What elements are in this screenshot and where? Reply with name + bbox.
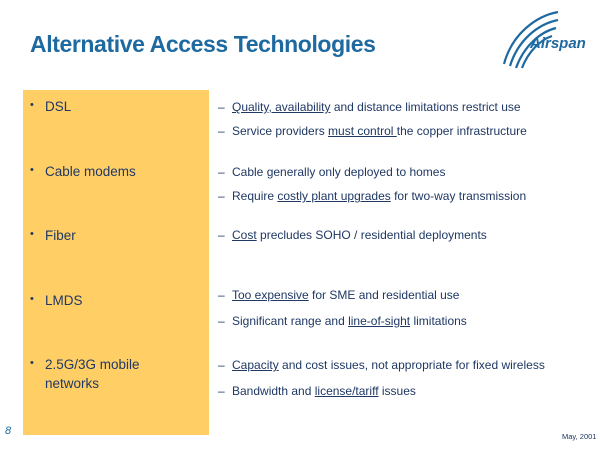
emphasized-text: must control (328, 124, 397, 138)
slide-title: Alternative Access Technologies (30, 31, 376, 57)
emphasized-text: Capacity (232, 358, 279, 372)
detail-text: and cost issues, not appropriate for fixed wireless (278, 358, 545, 372)
dash-icon: – (218, 100, 225, 114)
footer-date: May, 2001 (562, 432, 597, 441)
detail-text: Significant range and (232, 314, 349, 328)
detail-text: and distance limitations restrict use (330, 100, 521, 114)
detail-text: Bandwidth and (232, 384, 315, 398)
emphasized-text: costly plant upgrades (277, 189, 391, 203)
dash-icon: – (218, 189, 225, 203)
detail-text: limitations (410, 314, 467, 328)
company-logo-text: Airspan (530, 35, 586, 52)
detail-line (218, 287, 459, 303)
detail-line (218, 188, 526, 204)
detail-text: Cable generally only deployed to homes (232, 165, 446, 179)
technology-label: LMDS (45, 293, 83, 308)
bullet-icon: • (30, 164, 34, 176)
page-number: 8 (5, 425, 12, 437)
dash-icon: – (218, 165, 225, 179)
detail-text: for SME and residential use (308, 288, 460, 302)
emphasized-text: line-of-sight (348, 314, 411, 328)
detail-text: the copper infrastructure (396, 124, 527, 138)
dash-icon: – (218, 314, 225, 328)
detail-line (218, 357, 545, 373)
bullet-icon: • (30, 228, 34, 240)
emphasized-text: Too expensive (232, 288, 309, 302)
detail-text: Require (232, 189, 278, 203)
detail-line (218, 383, 416, 399)
detail-line (218, 99, 521, 115)
emphasized-text: Cost (232, 228, 257, 242)
detail-text: for two-way transmission (390, 189, 527, 203)
technology-label: Fiber (45, 228, 76, 243)
dash-icon: – (218, 384, 225, 398)
detail-line (218, 313, 467, 329)
dash-icon: – (218, 228, 225, 242)
bullet-icon: • (30, 99, 34, 111)
bullet-icon: • (30, 293, 34, 305)
technology-label: DSL (45, 99, 72, 114)
detail-text: precludes SOHO / residential deployments (256, 228, 487, 242)
emphasized-text: Quality, availability (232, 100, 331, 114)
bullet-icon: • (30, 357, 34, 369)
detail-text: Service providers (232, 124, 329, 138)
detail-line (218, 123, 527, 139)
dash-icon: – (218, 358, 225, 372)
detail-text: issues (378, 384, 416, 398)
dash-icon: – (218, 124, 225, 138)
emphasized-text: license/tariff (314, 384, 379, 398)
dash-icon: – (218, 288, 225, 302)
technology-label: 2.5G/3G mobile networks (45, 357, 140, 391)
detail-line (218, 227, 487, 243)
technology-label: Cable modems (45, 164, 136, 179)
detail-line (218, 164, 445, 180)
